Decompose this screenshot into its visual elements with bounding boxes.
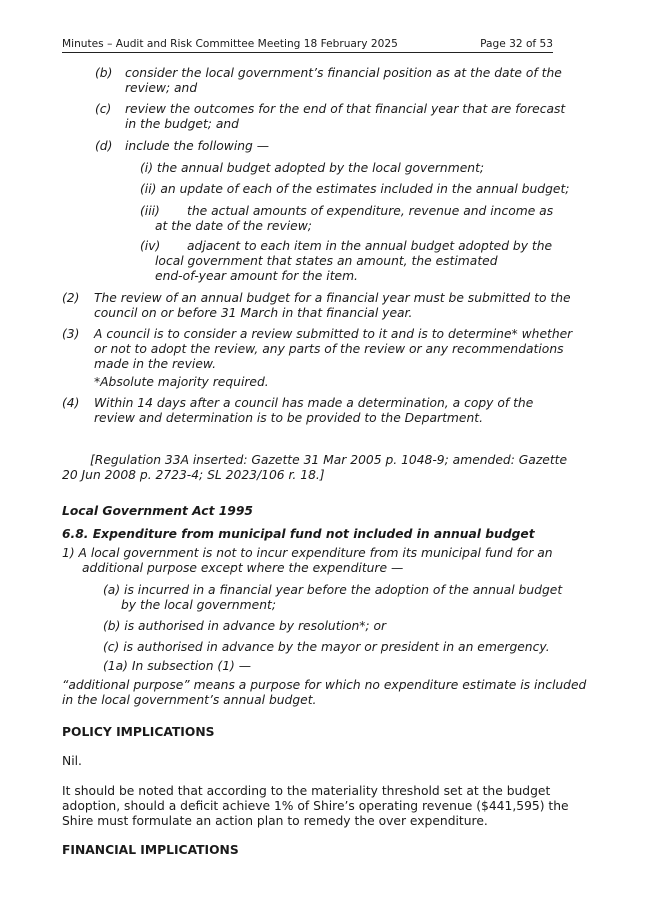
subitem-iv-line-2: local government that states an amount, the estimated [155,254,498,268]
regulation-note-line-2: 20 Jun 2008 p. 2723-4; SL 2023/106 r. 18.] [62,468,325,482]
subreg-4-label: (4) [62,396,80,410]
subitem-i: (i) the annual budget adopted by the local government; [140,161,485,175]
subitem-iv-label: (iv) [140,239,161,253]
act-title: Local Government Act 1995 [62,504,253,518]
policy-para-line-1: It should be noted that according to the materiality threshold set at the budget [62,784,551,798]
subitem-ii: (ii) an update of each of the estimates included in the annual budget; [140,182,570,196]
item-c-line-2: in the budget; and [125,117,239,131]
subreg-2-line-1: The review of an annual budget for a financial year must be submitted to the [94,291,571,305]
subitem-iv-line-1: adjacent to each item in the annual budget adopted by the [187,239,553,253]
financial-heading: FINANCIAL IMPLICATIONS [62,843,239,857]
subreg-2-label: (2) [62,291,80,305]
act-item-b: (b) is authorised in advance by resolution*; or [103,619,387,633]
page-number: Page 32 of 53 [480,38,553,50]
subreg-3-line-1: A council is to consider a review submitted to it and is to determine* whether [94,327,573,341]
policy-para-line-3: Shire must formulate an action plan to remedy the over expenditure. [62,814,488,828]
act-item-a-line-1: (a) is incurred in a financial year before the adoption of the annual budget [103,583,563,597]
act-section-heading: 6.8. Expenditure from municipal fund not included in annual budget [62,527,535,541]
policy-text: Nil. [62,754,82,768]
act-para-1-line-2: additional purpose except where the expenditure — [82,561,404,575]
policy-para-line-2: adoption, should a deficit achieve 1% of Shire’s operating revenue ($441,595) the [62,799,569,813]
act-subsection-1a: (1a) In subsection (1) — [103,659,252,673]
subitem-iii-label: (iii) [140,204,160,218]
subitem-iv-line-3: end-of-year amount for the item. [155,269,358,283]
act-definition-line-2: in the local government’s annual budget. [62,693,317,707]
subitem-iii-line-1: the actual amounts of expenditure, revenue and income as [187,204,554,218]
subreg-3-line-3: made in the review. [94,357,217,371]
subreg-3-note: *Absolute majority required. [94,375,269,389]
item-b-line-1: consider the local government’s financial position as at the date of the [125,66,562,80]
subreg-3-line-2: or not to adopt the review, any parts of the review or any recommendations [94,342,564,356]
item-c-label: (c) [95,102,112,116]
act-para-1-line-1: 1) A local government is not to incur expenditure from its municipal fund for an [62,546,553,560]
act-definition-line-1: “additional purpose” means a purpose for which no expenditure estimate is included [62,678,587,692]
header-title: Minutes – Audit and Risk Committee Meeting 18 February 2025 [62,38,398,50]
subreg-4-line-2: review and determination is to be provided to the Department. [94,411,483,425]
subitem-iii-line-2: at the date of the review; [155,219,312,233]
act-item-c: (c) is authorised in advance by the mayor or president in an emergency. [103,640,550,654]
item-b-line-2: review; and [125,81,198,95]
page-header [62,38,553,53]
subreg-4-line-1: Within 14 days after a council has made a determination, a copy of the [94,396,534,410]
item-d-label: (d) [95,139,113,153]
policy-heading: POLICY IMPLICATIONS [62,725,215,739]
subreg-2-line-2: council on or before 31 March in that financial year. [94,306,413,320]
item-d-line-1: include the following — [125,139,270,153]
subreg-3-label: (3) [62,327,80,341]
item-c-line-1: review the outcomes for the end of that financial year that are forecast [125,102,566,116]
regulation-note-line-1: [Regulation 33A inserted: Gazette 31 Mar 2005 p. 1048-9; amended: Gazette [90,453,568,467]
act-item-a-line-2: by the local government; [121,598,276,612]
item-b-label: (b) [95,66,113,80]
